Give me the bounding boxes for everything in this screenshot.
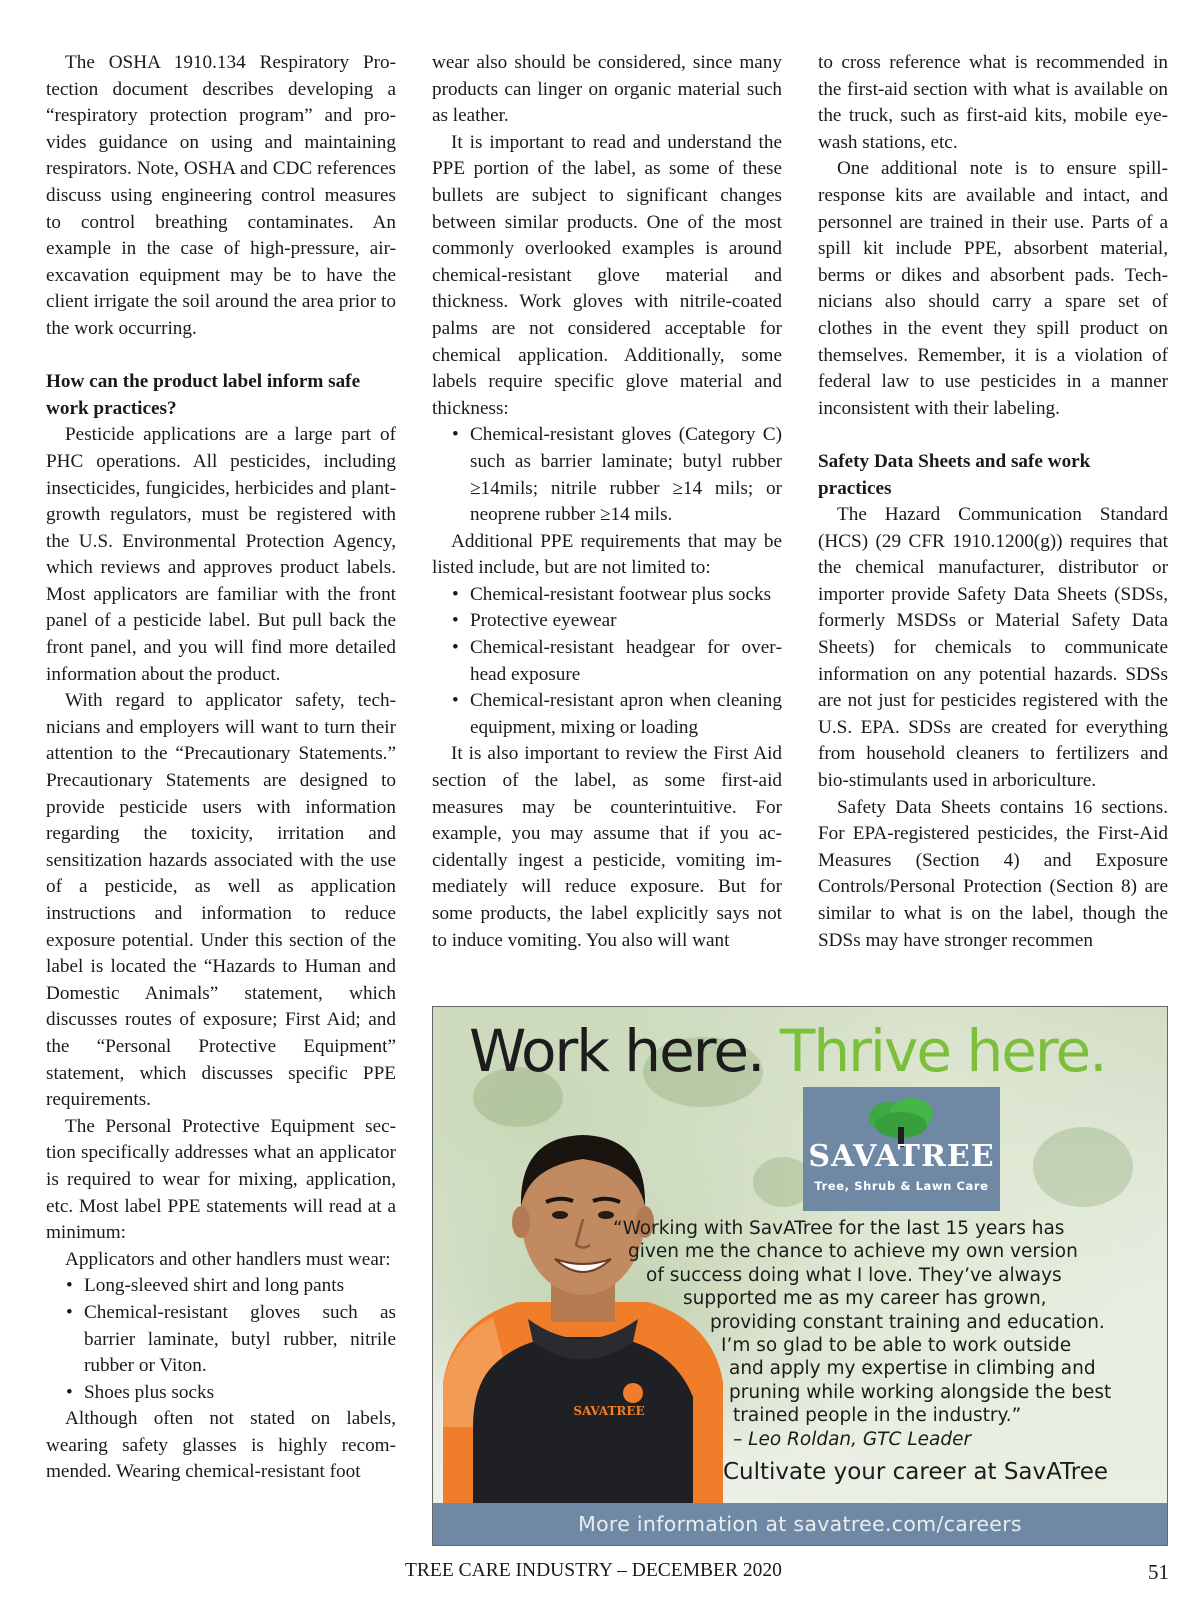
paragraph: Pesticide applications are a large part of PHC operations. All pesticides, including insecticides, fungicides, herbicides and plant-growth regulators, must be registered with the U.S. Environmental Protection Agency, which reviews and approves product labels. Most applicators are familiar with the front panel of a pesticide label. But pull back the front panel, and you will find more detailed information about the product. [46,424,396,685]
more-info-bar: More information at savatree.com/careers [433,1503,1167,1545]
quote-line: and apply my expertise in climbing and [729,1358,1096,1380]
paragraph: With regard to applicator safety, technicians and employers will want to turn their attention to the “Precautionary Statements.” Precautionary Statements are designed to provide pesticide users with information regarding the toxicity, irritation and sensitization hazards associated with the use of a pesticide, as well as application instructions and information to reduce exposure potential. Under this section of the label is located the “Hazards to Human and Domestic Animals” statement, which discusses routes of exposure; First Aid; and the “Personal Protective Equipment” statement, which discusses specific PPE requirements. [46,690,396,1111]
quote-line: of success doing what I love. They’ve always [646,1264,1062,1286]
publication-title: TREE CARE INDUSTRY – DECEMBER 2020 [405,1560,782,1581]
headline-thrive-here: Thrive here. [779,1017,1106,1085]
paragraph: The Personal Protective Equipment section specifically addresses what an applicator is required to wear for mixing, application, etc. Most label PPE statements will read at a minimum: [46,1115,396,1244]
background-foliage [1033,1127,1133,1207]
quote-line: providing constant training and education. [710,1311,1105,1333]
list-item: • Long-sleeved shirt and long pants [46,1273,396,1300]
bullet-list [432,582,782,742]
paragraph: One additional note is to ensure spill-response kits are available and intact, and personnel are trained in their use. Parts of a spill kit include PPE, absorbent material, berms or dikes and absorbent pads. Technicians also should carry a spare set of clothes in the event they spill product on themselves. Remember, it is a violation of federal law to use pesticides in a manner inconsistent with their labeling. [818,158,1168,419]
svg-text:SAVATREE: SAVATREE [573,1404,645,1418]
paragraph: Applicators and other handlers must wear: [65,1248,391,1270]
article-column-2 [432,50,782,954]
paragraph: to cross reference what is recommended in the first-aid section with what is available on the truck, such as first-aid kits, mobile eye-wash stations, etc. [818,52,1168,153]
paragraph: It is important to read and understand the PPE portion of the label, as some of these bullets are subject to significant changes between similar products. One of the most commonly overlooked examples is around chemical-resistant glove material and thickness. Work gloves with nitrile-coated palms are not considered acceptable for chemical application. Additionally, some labels require specific glove material and thickness: [432,131,782,419]
paragraph: The Hazard Communication Standard (HCS) (29 CFR 1910.1200(g)) requires that the chemical manufacturer, distributor or importer provide Safety Data Sheets (SDSs, formerly MSDSs or Material Safety Data Sheets) for chemicals to communicate information on any potential hazards. SDSs are not just for pesticides registered with the U.S. EPA. SDSs are created for everything from household cleaners to fertilizers and bio-stimulants used in arboriculture. [818,504,1168,792]
savatree-advertisement [432,1006,1168,1546]
article-column-3 [818,50,1168,954]
list-item: • Protective eyewear [432,608,782,635]
list-item: • Chemical-resistant footwear plus socks [432,582,782,609]
testimonial-quote [583,1217,1153,1428]
list-item: • Chemical-resistant gloves (Category C) such as barrier laminate; butyl rubber ≥14mils; nitrile rubber ≥14 mils; or neoprene rubber ≥14 mils. [432,422,782,528]
quote-attribution: – Leo Roldan, GTC Leader [733,1429,972,1450]
quote-line: “Working with SavATree for the last 15 years has [613,1218,1065,1239]
list-item: • Chemical-resistant headgear for overhead exposure [432,635,782,688]
list-item: • Chemical-resistant gloves such as barrier laminate, butyl rubber, nitrile rubber or Viton. [46,1300,396,1380]
article-column-1 [46,50,396,1486]
paragraph: wear also should be considered, since many products can linger on organic material such as leather. [432,52,782,127]
bullet-list [46,1273,396,1406]
list-item: • Shoes plus socks [46,1380,396,1407]
quote-line: supported me as my career has grown, [683,1288,1047,1310]
paragraph: The OSHA 1910.134 Respiratory Protection document describes developing a “respiratory protection program” and provides guidance on using and maintaining respirators. Note, OSHA and CDC references discuss using engineering control measures to control breathing contaminates. An example in the case of high-pressure, air-excavation equipment may be to have the client irrigate the soil around the area prior to the work occurring. [46,52,396,339]
quote-line: trained people in the industry.” [733,1405,1022,1427]
quote-line: I’m so glad to be able to work outside [721,1335,1072,1357]
logo-wordmark: SAVATREE [808,1139,995,1174]
paragraph: Although often not stated on labels, wearing safety glasses is highly recommended. Wearing chemical-resistant foot [46,1408,396,1483]
logo-tagline: Tree, Shrub & Lawn Care [814,1179,989,1193]
ad-headline [469,1013,1106,1089]
paragraph: Safety Data Sheets contains 16 sections. For EPA-registered pesticides, the First-Aid Measures (Section 4) and Exposure Controls/Personal Protection (Section 8) are similar to what is on the label, though the SDSs may have stronger recommen [818,796,1168,951]
savatree-logo [803,1087,1000,1211]
paragraph: It is also important to review the First Aid section of the label, as some first-aid measures may be counterintuitive. For example, you may assume that if you accidentally ingest a pesticide, vomiting immediately will reduce exposure. But for some products, the label explicitly says not to induce vomiting. You also will want [432,743,782,951]
page-number: 51 [1148,1560,1169,1584]
section-heading: How can the product label inform safe work practices? [46,371,361,419]
section-heading: Safety Data Sheets and safe work practices [818,450,1091,499]
headline-work-here: Work here. [469,1017,764,1085]
career-cta: Cultivate your career at SavATree [723,1459,1109,1485]
list-item: • Chemical-resistant apron when cleaning equipment, mixing or loading [432,688,782,741]
quote-line: pruning while working alongside the best [729,1381,1112,1403]
paragraph: Additional PPE requirements that may be listed include, but are not limited to: [432,530,782,579]
quote-line: given me the chance to achieve my own version [628,1241,1078,1263]
bullet-list [432,422,782,528]
